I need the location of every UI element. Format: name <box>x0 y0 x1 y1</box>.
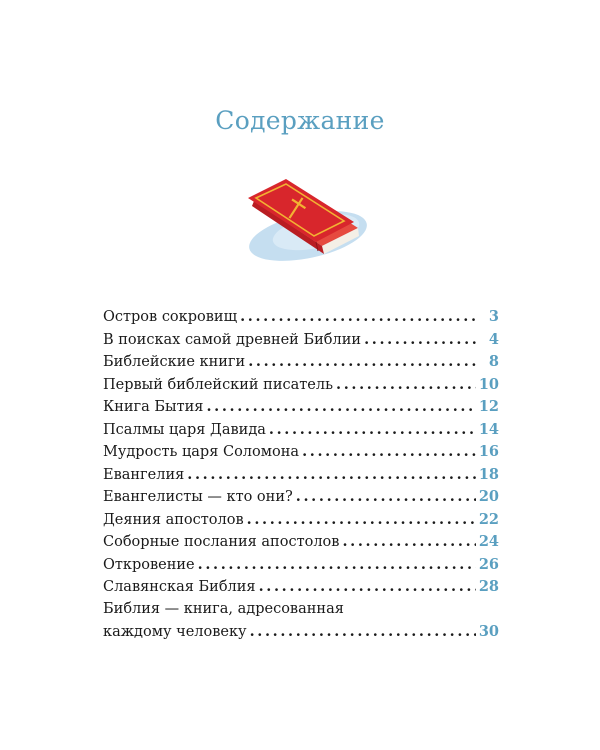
dot-leader <box>342 533 475 550</box>
toc-entry-page: 20 <box>478 488 499 505</box>
toc-entry-title: В поисках самой древней Библии <box>103 331 362 348</box>
toc-entry-title: Мудрость царя Соломона <box>103 444 300 460</box>
toc-entry-page: 16 <box>478 443 499 460</box>
dot-leader <box>296 488 476 505</box>
toc-entry-page: 4 <box>488 330 499 348</box>
toc-entry[interactable] <box>103 578 499 601</box>
toc-entry-title: Библейские книги <box>103 354 246 370</box>
toc-entry[interactable] <box>103 376 499 399</box>
toc-entry-title: Откровение <box>103 556 195 573</box>
toc-entry[interactable] <box>103 511 499 534</box>
dot-leader <box>269 421 476 438</box>
toc-entry-title: Псалмы царя Давида <box>103 421 266 438</box>
toc-entry[interactable] <box>103 601 499 646</box>
toc-entry[interactable] <box>103 556 499 579</box>
dot-leader <box>302 443 476 460</box>
toc-entry[interactable] <box>103 353 499 376</box>
toc-entry[interactable] <box>103 533 499 556</box>
dot-leader <box>198 556 476 573</box>
toc-entry-title: Евангелия <box>103 466 185 483</box>
toc-entry-page: 14 <box>478 420 499 438</box>
dot-leader <box>259 578 476 595</box>
toc-entry[interactable] <box>103 398 499 421</box>
toc-entry-title: Остров сокровищ <box>103 309 238 325</box>
toc-entry[interactable] <box>103 308 499 331</box>
toc-entry-page: 18 <box>478 465 499 483</box>
toc-entry[interactable] <box>103 443 499 466</box>
toc-entry-page: 24 <box>478 533 499 550</box>
table-of-contents <box>103 308 499 646</box>
toc-entry-page: 28 <box>478 578 499 595</box>
toc-entry-page: 3 <box>488 308 499 325</box>
red-book-icon <box>238 174 368 264</box>
toc-entry[interactable] <box>103 331 499 354</box>
toc-entry-title: Первый библейский писатель <box>103 376 333 393</box>
toc-entry-title: Библия — книга, адресованная <box>103 600 344 617</box>
toc-entry[interactable] <box>103 488 499 511</box>
page-title: Содержание <box>215 106 385 135</box>
toc-entry[interactable] <box>103 421 499 444</box>
toc-entry-page: 22 <box>478 510 499 528</box>
toc-entry[interactable] <box>103 466 499 489</box>
book-illustration <box>238 174 368 264</box>
toc-entry-title: Славянская Библия <box>103 579 256 595</box>
toc-entry-title-continued: каждому человеку <box>103 624 247 640</box>
toc-entry-page: 12 <box>478 398 499 415</box>
dot-leader <box>250 623 476 640</box>
dot-leader <box>364 331 476 348</box>
toc-entry-title: Книга Бытия <box>103 399 204 415</box>
toc-entry-page: 30 <box>478 623 499 640</box>
dot-leader <box>187 466 476 483</box>
dot-leader <box>336 376 476 393</box>
dot-leader <box>248 353 476 370</box>
toc-entry-page: 8 <box>488 353 499 370</box>
dot-leader <box>240 308 476 325</box>
toc-entry-title: Евангелисты — кто они? <box>103 489 293 505</box>
dot-leader <box>206 398 475 415</box>
dot-leader <box>247 511 476 528</box>
toc-entry-page: 10 <box>478 375 499 393</box>
toc-entry-page: 26 <box>478 555 499 573</box>
toc-entry-title: Деяния апостолов <box>103 511 244 528</box>
toc-entry-title: Соборные послания апостолов <box>103 534 340 550</box>
